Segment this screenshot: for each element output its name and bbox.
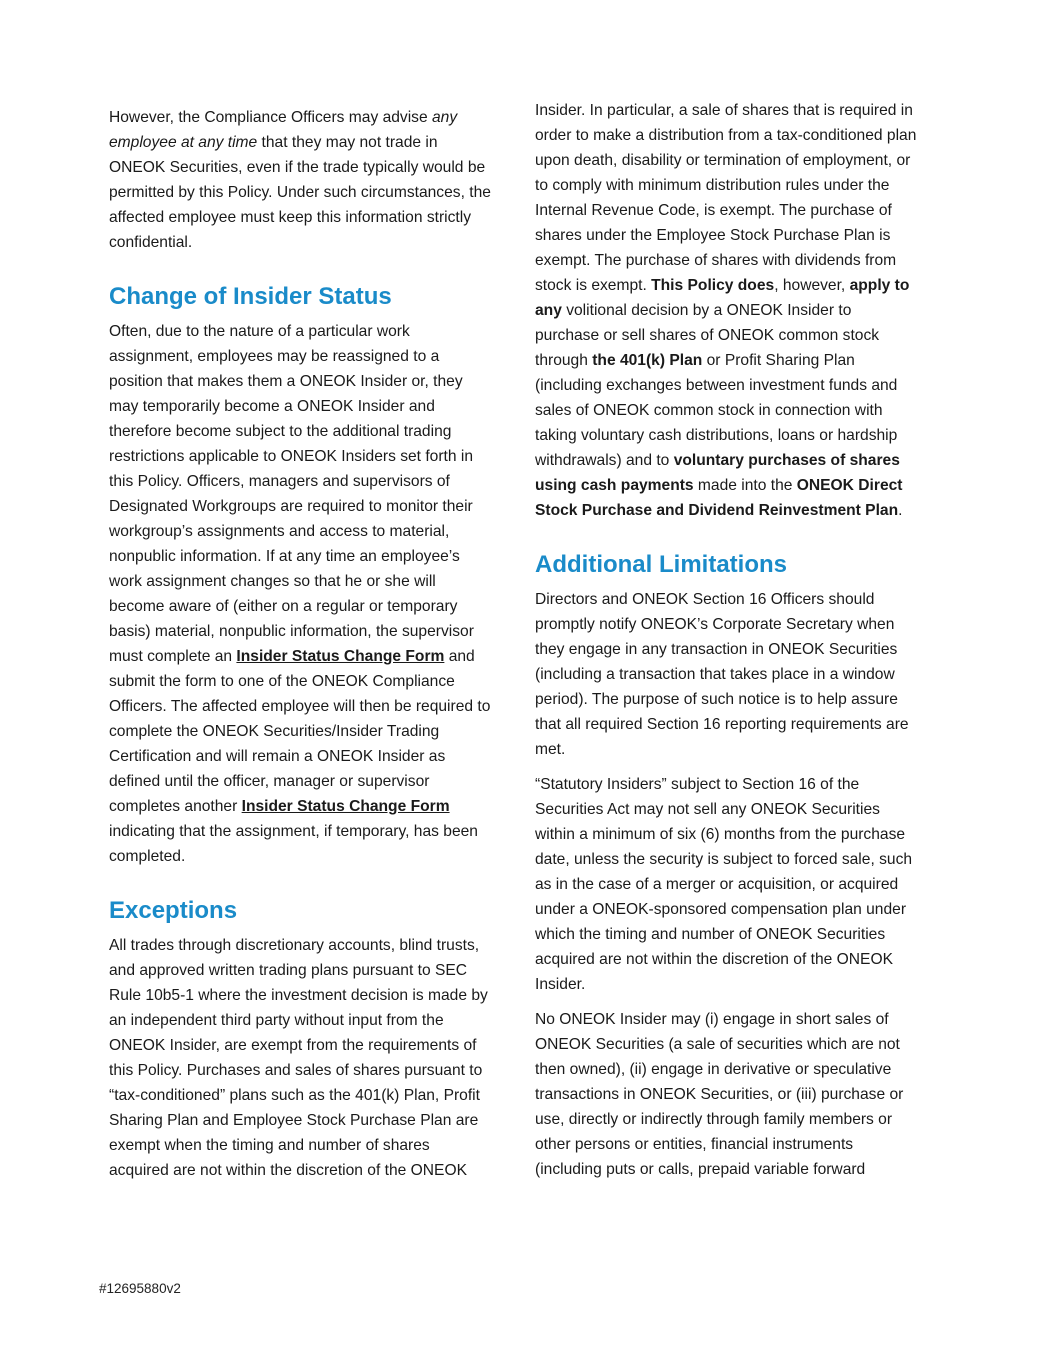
- document-id-footer: #12695880v2: [99, 1281, 181, 1296]
- intro-paragraph: [109, 105, 491, 255]
- cont-bold-3: the 401(k) Plan: [592, 352, 703, 369]
- cont-bold-5: ONEOK Direct Stock Purchase and Dividend Reinvestment Plan: [535, 477, 903, 519]
- exceptions-heading: Exceptions: [109, 897, 238, 924]
- limitations-paragraph-2: “Statutory Insiders” subject to Section 16 of the Securities Act may not sell any ONEOK Securities within a minimum of six (6) months from the purchase date, unless the security is subject to forced sale, such as in the case of a merger or acquisition, or acquired under a ONEOK-sponsored compensation plan under which the timing and number of ONEOK Securities acquired are not within the discretion of the ONEOK Insider.: [535, 776, 913, 993]
- change-of-insider-status-heading: Change of Insider Status: [109, 283, 392, 310]
- cont-bold-1: This Policy does: [651, 277, 775, 294]
- left-column: [109, 105, 491, 1193]
- cont-text-2: , however,: [774, 277, 850, 294]
- insider-status-change-form-link-2[interactable]: Insider Status Change Form: [241, 798, 450, 815]
- change-paragraph: [109, 319, 491, 869]
- insider-status-change-form-link[interactable]: Insider Status Change Form: [236, 648, 445, 665]
- cont-text-6: .: [898, 502, 903, 519]
- cont-text-5: made into the: [693, 477, 797, 494]
- cont-text-1: Insider. In particular, a sale of shares that is required in order to make a distribution from a tax-conditioned plan upon death, disability or termination of employment, or to comply with minimum distribution rules under the Internal Revenue Code, is exempt. The purchase of shares under the Employee Stock Purchase Plan is exempt. The purchase of shares with dividends from stock is exempt.: [535, 102, 917, 294]
- cont-text-3: volitional decision by a ONEOK Insider to purchase or sell shares of ONEOK common stock through: [535, 302, 880, 369]
- additional-limitations-heading: Additional Limitations: [535, 551, 787, 578]
- right-column: [535, 98, 917, 1192]
- intro-text-2: that they may not trade in ONEOK Securities, even if the trade typically would be permitted by this Policy. Under such circumstances, the affected employee must keep this information strictly confidential.: [109, 134, 491, 251]
- cont-text-4: or Profit Sharing Plan (including exchanges between investment funds and sales of ONEOK common stock in connection with taking voluntary cash distributions, loans or hardship withdrawals) and to: [535, 352, 898, 469]
- change-text-3: indicating that the assignment, if temporary, has been completed.: [109, 823, 478, 865]
- cont-bold-4: voluntary purchases of shares using cash payments: [535, 452, 900, 494]
- intro-text-1: However, the Compliance Officers may advise: [109, 109, 432, 126]
- intro-emphasis: any employee at any time: [109, 109, 458, 151]
- continued-paragraph: [535, 98, 917, 523]
- exceptions-paragraph: All trades through discretionary accounts, blind trusts, and approved written trading plans pursuant to SEC Rule 10b5-1 where the investment decision is made by an independent third party without input from the ONEOK Insider, are exempt from the requirements of this Policy. Purchases and sales of shares pursuant to “tax-conditioned” plans such as the 401(k) Plan, Profit Sharing Plan and Employee Stock Purchase Plan are exempt when the timing and number of shares acquired are not within the discretion of the ONEOK: [109, 937, 488, 1179]
- limitations-paragraph-3: No ONEOK Insider may (i) engage in short sales of ONEOK Securities (a sale of securities which are not then owned), (ii) engage in derivative or speculative transactions in ONEOK Securities, or (iii) purchase or use, directly or indirectly through family members or other persons or entities, financial instruments (including puts or calls, prepaid variable forward: [535, 1011, 904, 1178]
- change-text-1: Often, due to the nature of a particular work assignment, employees may be reassigned to a position that makes them a ONEOK Insider or, they may temporarily become a ONEOK Insider and therefore become subject to the additional trading restrictions applicable to ONEOK Insiders set forth in this Policy. Officers, managers and supervisors of Designated Workgroups are required to monitor their workgroup’s assignments and access to material, nonpublic information. If at any time an employee’s work assignment changes so that he or she will become aware of (either on a regular or temporary basis) material, nonpublic information, the supervisor must complete an: [109, 323, 474, 665]
- change-text-2: and submit the form to one of the ONEOK Compliance Officers. The affected employee will then be required to complete the ONEOK Securities/Insider Trading Certification and will remain a ONEOK Insider as defined until the officer, manager or supervisor completes another: [109, 648, 491, 815]
- limitations-paragraph-1: Directors and ONEOK Section 16 Officers should promptly notify ONEOK’s Corporate Secretary when they engage in any transaction in ONEOK Securities (including a transaction that takes place in a window period). The purpose of such notice is to help assure that all required Section 16 reporting requirements are met.: [535, 591, 909, 758]
- cont-bold-2: apply to any: [535, 277, 910, 319]
